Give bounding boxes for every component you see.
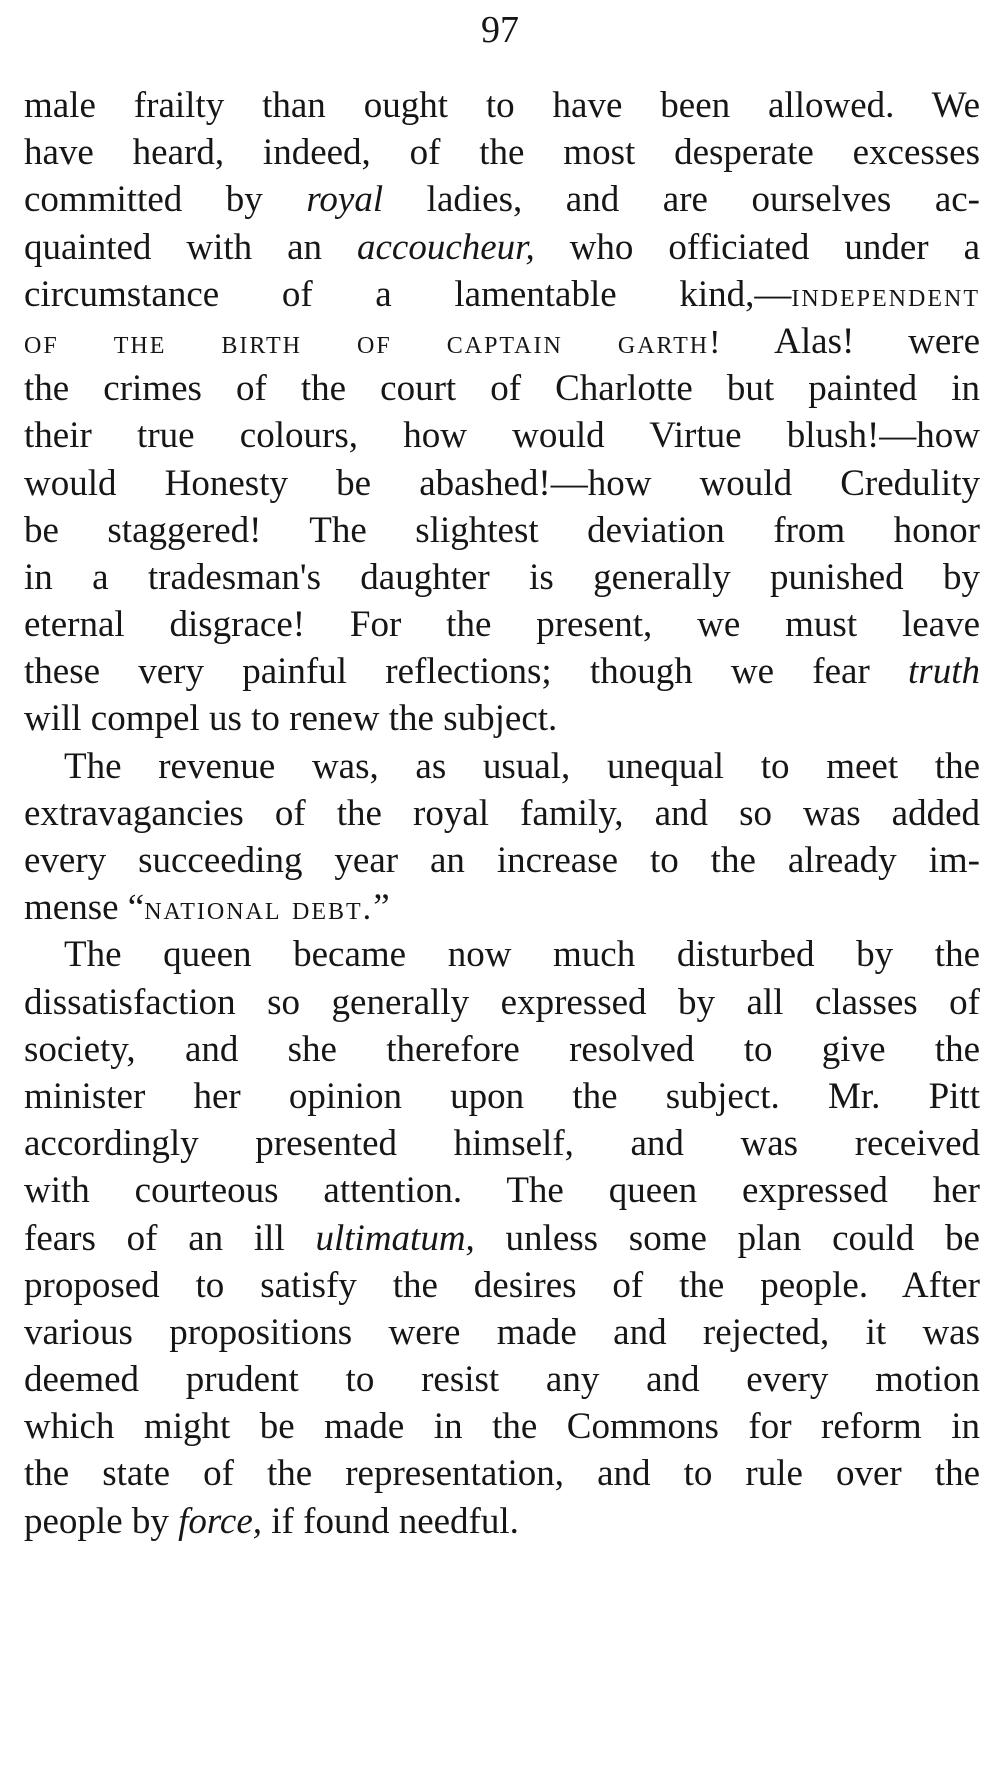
text-line: have heard, indeed, of the most desperate excesses bbox=[24, 132, 980, 174]
text-line: these very painful reflections; though we fear truth bbox=[24, 651, 980, 693]
text-line: with courteous attention. The queen expressed her bbox=[24, 1170, 980, 1212]
text-line: the crimes of the court of Charlotte but painted in bbox=[24, 368, 980, 410]
page-number: 97 bbox=[481, 9, 519, 51]
text-line: minister her opinion upon the subject. Mr. Pitt bbox=[24, 1075, 980, 1117]
text-line: every succeeding year an increase to the already im- bbox=[24, 840, 980, 881]
text-line: male frailty than ought to have been allowed. We bbox=[24, 85, 980, 126]
text-line: of the birth of captain garth! Alas! were bbox=[24, 320, 980, 362]
small-caps-text: independent bbox=[791, 276, 980, 314]
italic-word: royal bbox=[306, 179, 384, 221]
italic-word: truth bbox=[908, 651, 980, 693]
text-line: circumstance of a lamentable kind,—independent bbox=[24, 273, 980, 315]
text-line: The queen became now much disturbed by the bbox=[64, 934, 980, 976]
text-line: extravagancies of the royal family, and so was added bbox=[24, 792, 980, 834]
text-line: be staggered! The slightest deviation from honor bbox=[24, 509, 980, 551]
text-line: which might be made in the Commons for reform in bbox=[24, 1406, 980, 1448]
text-line: society, and she therefore resolved to give the bbox=[24, 1028, 980, 1070]
text-line: in a tradesman's daughter is generally punished by bbox=[24, 556, 980, 598]
body-text bbox=[24, 82, 980, 1545]
text-line: fears of an ill ultimatum, unless some plan could be bbox=[24, 1217, 980, 1259]
text-line: eternal disgrace! For the present, we must leave bbox=[24, 604, 980, 646]
italic-word: ultimatum, bbox=[315, 1217, 475, 1259]
text-line: dissatisfaction so generally expressed by all classes of bbox=[24, 981, 980, 1023]
small-caps-text: national debt. bbox=[144, 890, 374, 928]
text-line: will compel us to renew the subject. bbox=[24, 698, 558, 740]
small-caps-text: of the birth of captain garth! bbox=[24, 323, 723, 361]
text-line: their true colours, how would Virtue blush!—how bbox=[24, 415, 980, 457]
text-line: mense “national debt.” bbox=[24, 887, 390, 929]
text-line: various propositions were made and rejected, it was bbox=[24, 1311, 980, 1353]
text-line: would Honesty be abashed!—how would Credulity bbox=[24, 462, 980, 504]
italic-word: accoucheur, bbox=[356, 226, 535, 268]
italic-word: force, bbox=[178, 1500, 263, 1542]
text-line: people by force, if found needful. bbox=[24, 1500, 519, 1542]
text-line: The revenue was, as usual, unequal to meet the bbox=[64, 745, 980, 787]
text-line: accordingly presented himself, and was received bbox=[24, 1123, 980, 1165]
text-line: deemed prudent to resist any and every motion bbox=[24, 1359, 980, 1401]
text-line: proposed to satisfy the desires of the people. After bbox=[24, 1264, 980, 1306]
text-line: the state of the representation, and to rule over the bbox=[24, 1453, 980, 1495]
text-line: quainted with an accoucheur, who officiated under a bbox=[24, 226, 980, 268]
text-line: committed by royal ladies, and are ourselves ac- bbox=[24, 179, 980, 221]
